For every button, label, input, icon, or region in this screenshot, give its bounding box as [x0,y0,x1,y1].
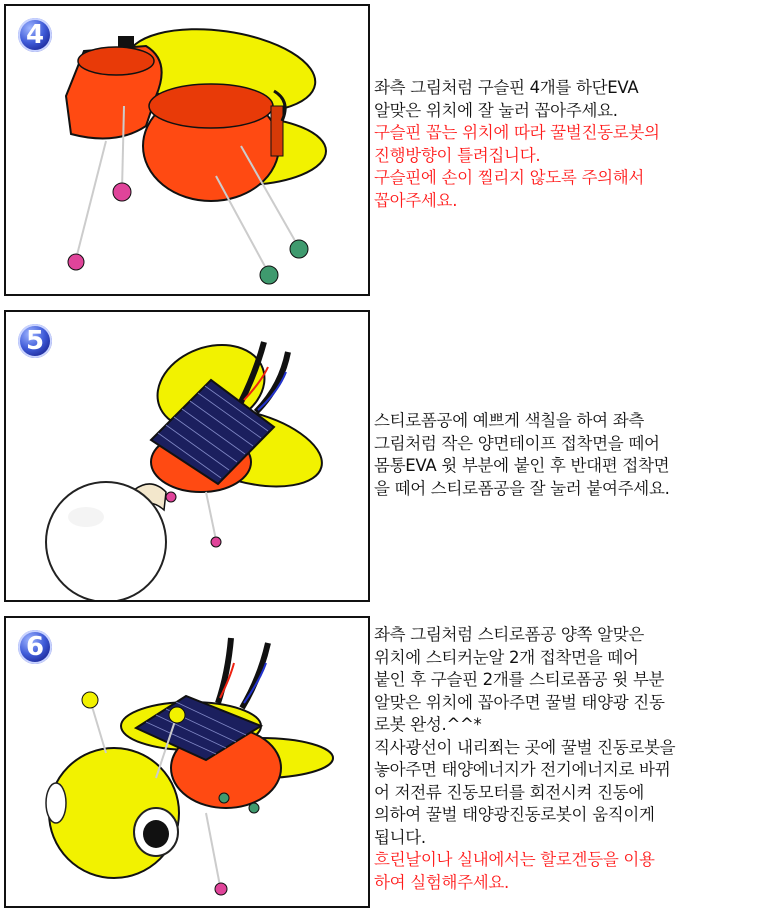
step-6-instructions [374,624,754,894]
step-4-instructions [374,77,754,212]
instruction-line: 위치에 스티커눈알 2개 접착면을 떼어 [374,647,639,667]
step-5-illustration [4,310,370,602]
instruction-line: 어 저전류 진동모터를 회전시켜 진동에 [374,782,645,802]
step-5-instructions [374,410,754,500]
step-number-badge: 4 [18,18,52,52]
warning-line: 구슬핀 꼽는 위치에 따라 꿀벌진동로봇의 [374,123,660,142]
instruction-line: 붙인 후 구슬핀 2개를 스티로폼공 윗 부분 [374,670,665,689]
warning-line: 하여 실험해주세요. [374,872,510,892]
instruction-line: 좌측 그림처럼 스티로폼공 양쪽 알맞은 [374,625,645,644]
step-4-illustration [4,4,370,296]
pin-green-1 [260,266,278,284]
step-6 [0,612,760,911]
instruction-line: 됩니다. [374,827,426,847]
instruction-line: 로봇 완성.^^* [374,715,482,734]
instruction-line: 좌측 그림처럼 구슬핀 4개를 하단EVA [374,78,639,97]
pin-pink-2 [113,183,131,201]
warning-line: 꼽아주세요. [374,190,458,210]
warning-line: 구슬핀에 손이 찔리지 않도록 주의해서 [374,168,645,187]
pin-green-2 [290,240,308,258]
instruction-line: 놓아주면 태양에너지가 전기에너지로 바뀌 [374,760,671,779]
step-6-illustration [4,616,370,908]
warning-line: 흐린날이나 실내에서는 할로겐등을 이용 [374,850,655,869]
warning-line: 진행방향이 틀려집니다. [374,145,541,165]
step-number-badge: 5 [18,324,52,358]
bee-pins-illustration [6,6,368,294]
instruction-line: 알맞은 위치에 잘 눌러 꼽아주세요. [374,100,618,120]
instruction-line: 의하여 꿀벌 태양광진동로봇이 움직이게 [374,805,655,824]
step-4 [0,0,760,300]
instruction-line: 직사광선이 내리쬐는 곳에 꿀벌 진동로봇을 [374,737,676,757]
instruction-line: 그림처럼 작은 양면테이프 접착면을 떼어 [374,433,660,453]
completed-bee-illustration [6,618,368,906]
step-5 [0,306,760,606]
instruction-line: 알맞은 위치에 꼽아주면 꿀벌 태양광 진동 [374,692,665,712]
pin-pink-1 [68,254,84,270]
instruction-line: 스티로폼공에 예쁘게 색칠을 하여 좌측 [374,411,645,430]
bee-ball-illustration [6,312,368,600]
instruction-line: 을 떼어 스티로폼공을 잘 눌러 붙여주세요. [374,478,670,498]
instruction-line: 몸통EVA 윗 부분에 붙인 후 반대편 접착면 [374,456,670,475]
step-number-badge: 6 [18,630,52,664]
